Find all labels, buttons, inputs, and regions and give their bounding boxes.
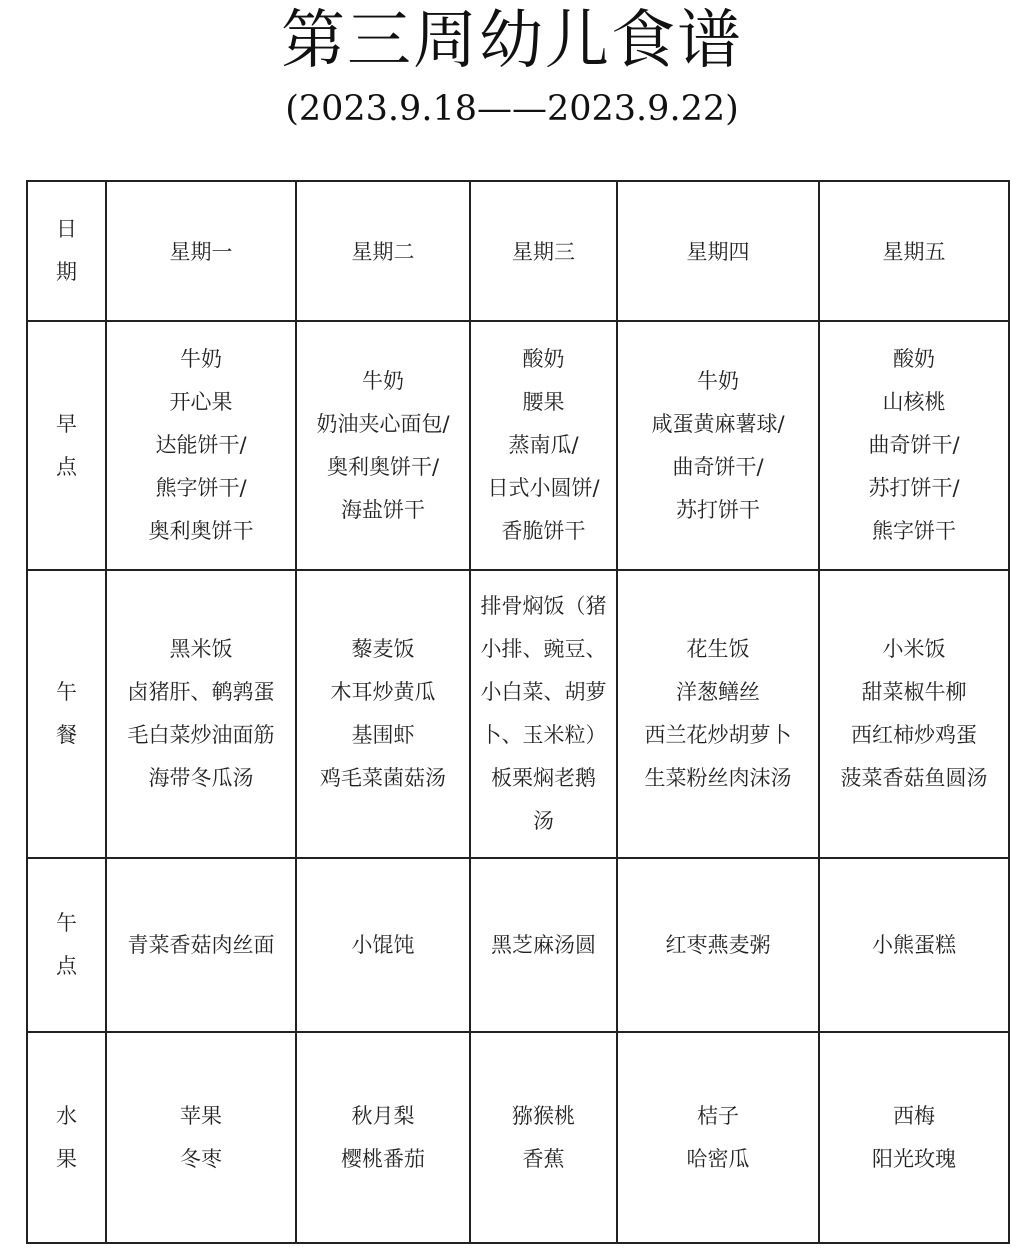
menu-item: 酸奶 — [893, 347, 935, 371]
menu-cell — [296, 858, 470, 1032]
day-header-tuesday: 星期二 — [296, 181, 470, 321]
menu-item: 红枣燕麦粥 — [665, 932, 771, 957]
menu-item: 基围虾 — [351, 723, 415, 747]
meal-label-char: 果 — [56, 1146, 77, 1171]
meal-label-char: 早 — [56, 411, 77, 436]
meal-label-char: 点 — [56, 454, 77, 479]
menu-cell — [617, 858, 819, 1032]
menu-item: 开心果 — [169, 390, 233, 414]
date-label-cell — [27, 181, 106, 321]
menu-item: 熊字饼干/ — [155, 476, 247, 500]
menu-cell — [296, 321, 470, 570]
menu-cell — [617, 1032, 819, 1243]
menu-item: 板栗焖老鹅 — [491, 766, 596, 790]
meal-label-char: 水 — [56, 1103, 77, 1128]
meal-label-char: 午 — [56, 911, 77, 935]
menu-item: 蒸南瓜/ — [508, 433, 579, 457]
menu-item: 秋月梨 — [351, 1103, 415, 1128]
menu-item: 冬枣 — [180, 1146, 222, 1171]
menu-item: 哈密瓜 — [686, 1146, 750, 1171]
menu-item: 香脆饼干 — [501, 519, 586, 543]
menu-item: 阳光玫瑰 — [872, 1146, 956, 1171]
menu-item: 卜、玉米粒） — [480, 723, 607, 747]
menu-item: 达能饼干/ — [155, 433, 247, 457]
menu-item: 牛奶 — [697, 368, 739, 393]
menu-item: 卤猪肝、鹌鹑蛋 — [127, 680, 275, 704]
menu-item: 藜麦饭 — [351, 637, 415, 661]
menu-cell — [819, 858, 1009, 1032]
menu-item: 洋葱鳝丝 — [676, 680, 760, 704]
menu-item: 青菜香菇肉丝面 — [127, 932, 275, 957]
menu-item: 海盐饼干 — [341, 497, 425, 522]
menu-item: 奥利奥饼干 — [148, 519, 254, 543]
menu-cell — [470, 858, 617, 1032]
meal-label-cell — [27, 321, 106, 570]
day-header-monday: 星期一 — [106, 181, 296, 321]
menu-item: 鸡毛菜菌菇汤 — [320, 766, 446, 790]
meal-label-char: 点 — [56, 954, 77, 978]
menu-item: 生菜粉丝肉沫汤 — [644, 766, 792, 790]
menu-item: 猕猴桃 — [512, 1103, 575, 1128]
menu-cell — [470, 570, 617, 858]
menu-item: 苹果 — [180, 1103, 222, 1128]
day-header-wednesday: 星期三 — [470, 181, 617, 321]
date-label-char: 日 — [56, 217, 77, 241]
meal-label-char: 餐 — [56, 723, 77, 747]
menu-item: 黑芝麻汤圆 — [491, 932, 596, 957]
menu-item: 日式小圆饼/ — [487, 476, 600, 500]
menu-item: 酸奶 — [522, 347, 565, 371]
menu-item: 小馄饨 — [351, 932, 415, 957]
menu-item: 桔子 — [697, 1103, 739, 1128]
menu-table — [26, 180, 1010, 1244]
menu-item: 奶油夹心面包/ — [316, 411, 450, 436]
menu-cell — [296, 1032, 470, 1243]
menu-item: 苏打饼干 — [676, 497, 760, 522]
menu-item: 苏打饼干/ — [868, 476, 960, 500]
menu-cell — [296, 570, 470, 858]
menu-cell — [470, 1032, 617, 1243]
meal-label-cell — [27, 858, 106, 1032]
menu-item: 毛白菜炒油面筋 — [127, 723, 275, 747]
menu-item: 西红柿炒鸡蛋 — [851, 723, 977, 747]
header-row — [27, 181, 1009, 321]
menu-cell — [617, 570, 819, 858]
menu-item: 小熊蛋糕 — [872, 932, 956, 957]
menu-item: 西梅 — [893, 1103, 935, 1128]
menu-item: 山核桃 — [882, 390, 946, 414]
day-header-thursday: 星期四 — [617, 181, 819, 321]
menu-item: 海带冬瓜汤 — [148, 766, 254, 790]
menu-cell — [106, 1032, 296, 1243]
menu-item: 小米饭 — [882, 637, 946, 661]
menu-cell — [106, 858, 296, 1032]
meal-row-fruit — [27, 1032, 1009, 1243]
menu-item: 牛奶 — [180, 347, 222, 371]
meal-label-char: 午 — [56, 680, 77, 704]
menu-item: 木耳炒黄瓜 — [330, 680, 436, 704]
menu-item: 牛奶 — [362, 368, 404, 393]
menu-cell — [819, 570, 1009, 858]
menu-item: 菠菜香菇鱼圆汤 — [840, 766, 988, 790]
date-range: (2023.9.18——2023.9.22) — [285, 89, 739, 129]
menu-item: 汤 — [533, 809, 554, 833]
menu-item: 黑米饭 — [169, 637, 233, 661]
menu-item: 甜菜椒牛柳 — [861, 680, 967, 704]
menu-cell — [617, 321, 819, 570]
meal-row-breakfast — [27, 321, 1009, 570]
menu-cell — [106, 321, 296, 570]
meal-label-cell — [27, 570, 106, 858]
meal-row-afternoon-snack — [27, 858, 1009, 1032]
page-title: 第三周幼儿食谱 — [281, 4, 743, 78]
meal-label-cell — [27, 1032, 106, 1243]
menu-item: 奥利奥饼干/ — [326, 454, 440, 479]
menu-item: 熊字饼干 — [872, 519, 956, 543]
menu-item: 排骨焖饭（猪 — [480, 594, 607, 618]
menu-cell — [819, 1032, 1009, 1243]
day-header-friday: 星期五 — [819, 181, 1009, 321]
menu-item: 咸蛋黄麻薯球/ — [651, 411, 785, 436]
menu-item: 香蕉 — [522, 1146, 565, 1171]
menu-cell — [470, 321, 617, 570]
menu-item: 小白菜、胡萝 — [480, 680, 607, 704]
date-label-char: 期 — [56, 260, 77, 284]
menu-item: 小排、豌豆、 — [480, 637, 607, 661]
menu-item: 西兰花炒胡萝卜 — [644, 723, 792, 747]
menu-item: 曲奇饼干/ — [672, 454, 764, 479]
menu-item: 曲奇饼干/ — [868, 433, 960, 457]
menu-item: 腰果 — [522, 390, 565, 414]
menu-cell — [106, 570, 296, 858]
menu-item: 花生饭 — [686, 637, 750, 661]
meal-row-lunch — [27, 570, 1009, 858]
menu-cell — [819, 321, 1009, 570]
menu-item: 樱桃番茄 — [341, 1146, 425, 1171]
